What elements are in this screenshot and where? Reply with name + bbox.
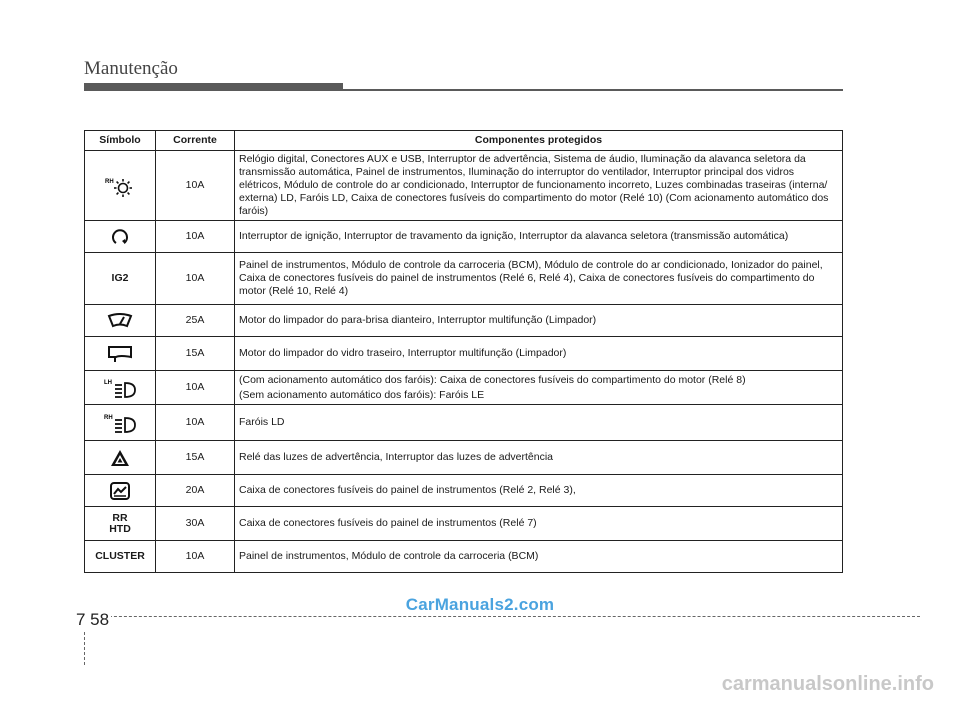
svg-text:LH: LH [104, 379, 112, 386]
col-header-current: Corrente [156, 131, 235, 151]
components-line: (Com acionamento automático dos faróis): Caixa de conectores fusíveis do compartimento do motor (Relé 8) [239, 373, 746, 386]
symbol-cell [85, 541, 156, 573]
current-cell: 10A [156, 221, 235, 253]
current-cell: 25A [156, 305, 235, 337]
components-cell: Motor do limpador do vidro traseiro, Interruptor multifunção (Limpador) [235, 337, 843, 371]
current-cell: 10A [156, 151, 235, 221]
components-cell [235, 371, 843, 405]
components-cell: Relógio digital, Conectores AUX e USB, Interruptor de advertência, Sistema de áudio, Iluminação da alavanca seletora da transmissão automática, Painel de instrumentos, Iluminação do interruptor do ventilador, Interruptor principal dos vidros elétricos, Módulo de controle do ar condicionado, Interruptor de funcionamento incorreto, Luzes combinadas traseiras (interna/ externa) LD, Faróis LD, Caixa de conectores fusíveis do compartimento do motor (Relé 10) (Com acionamento automático dos faróis) [235, 151, 843, 221]
ignition-icon [110, 228, 130, 246]
symbol-cell [85, 305, 156, 337]
power-connector-icon [109, 481, 131, 501]
table-row [85, 221, 843, 253]
watermark-carmanualsonline: carmanualsonline.info [721, 673, 934, 695]
components-cell: Caixa de conectores fusíveis do painel de instrumentos (Relé 7) [235, 507, 843, 541]
table-row [85, 475, 843, 507]
table-row [85, 305, 843, 337]
rh-headlamp-icon [103, 412, 137, 434]
hazard-icon [110, 449, 130, 467]
current-cell: 15A [156, 441, 235, 475]
symbol-cell [85, 337, 156, 371]
fuse-table [84, 130, 843, 573]
symbol-cell [85, 475, 156, 507]
svg-text:RH: RH [105, 178, 114, 185]
current-cell: 20A [156, 475, 235, 507]
table-row [85, 541, 843, 573]
components-cell: Relé das luzes de advertência, Interruptor das luzes de advertência [235, 441, 843, 475]
lh-headlamp-icon [103, 377, 137, 399]
watermark-carmanuals2: CarManuals2.com [405, 595, 555, 614]
symbol-cell [85, 507, 156, 541]
col-header-symbol: Símbolo [85, 131, 156, 151]
table-row [85, 337, 843, 371]
symbol-cell [85, 441, 156, 475]
section-title: Manutenção [84, 58, 178, 79]
components-cell: Faróis LD [235, 405, 843, 441]
components-cell: Painel de instrumentos, Módulo de controle da carroceria (BCM), Módulo de controle do ar condicionado, Ionizador do painel, Caixa de conectores fusíveis do painel de instrumentos (Relé 6, Relé 4), Caixa de conectores fusíveis do compartimento do motor (Relé 10, Relé 4) [235, 253, 843, 305]
table-row [85, 151, 843, 221]
svg-text:RH: RH [104, 414, 113, 421]
footer-rule [84, 616, 920, 617]
symbol-text: CLUSTER [95, 550, 145, 562]
front-wiper-icon [107, 313, 133, 329]
symbol-text: HTD [109, 522, 131, 535]
rear-wiper-icon [107, 345, 133, 363]
symbol-cell [85, 221, 156, 253]
symbol-cell [85, 405, 156, 441]
symbol-text: IG2 [111, 272, 129, 284]
table-row [85, 507, 843, 541]
page-number: 7 58 [76, 610, 110, 629]
current-cell: 10A [156, 541, 235, 573]
current-cell: 10A [156, 253, 235, 305]
table-row [85, 405, 843, 441]
components-cell: Motor do limpador do para-brisa dianteiro, Interruptor multifunção (Limpador) [235, 305, 843, 337]
col-header-components: Componentes protegidos [235, 131, 843, 151]
symbol-cell [85, 151, 156, 221]
current-cell: 10A [156, 371, 235, 405]
components-cell: Painel de instrumentos, Módulo de controle da carroceria (BCM) [235, 541, 843, 573]
symbol-text: RR [112, 511, 128, 524]
table-row [85, 371, 843, 405]
current-cell: 10A [156, 405, 235, 441]
rh-light-sensor-icon [104, 175, 136, 197]
table-row [85, 253, 843, 305]
current-cell: 30A [156, 507, 235, 541]
symbol-cell [85, 371, 156, 405]
components-line: (Sem acionamento automático dos faróis): Faróis LE [239, 388, 485, 401]
components-cell: Interruptor de ignição, Interruptor de travamento da ignição, Interruptor da alavanca seletora (transmissão automática) [235, 221, 843, 253]
table-row [85, 441, 843, 475]
symbol-cell [85, 253, 156, 305]
components-cell: Caixa de conectores fusíveis do painel de instrumentos (Relé 2, Relé 3), [235, 475, 843, 507]
current-cell: 15A [156, 337, 235, 371]
table-header-row [85, 131, 843, 151]
header-bar [84, 83, 343, 91]
header-rule [343, 89, 843, 91]
